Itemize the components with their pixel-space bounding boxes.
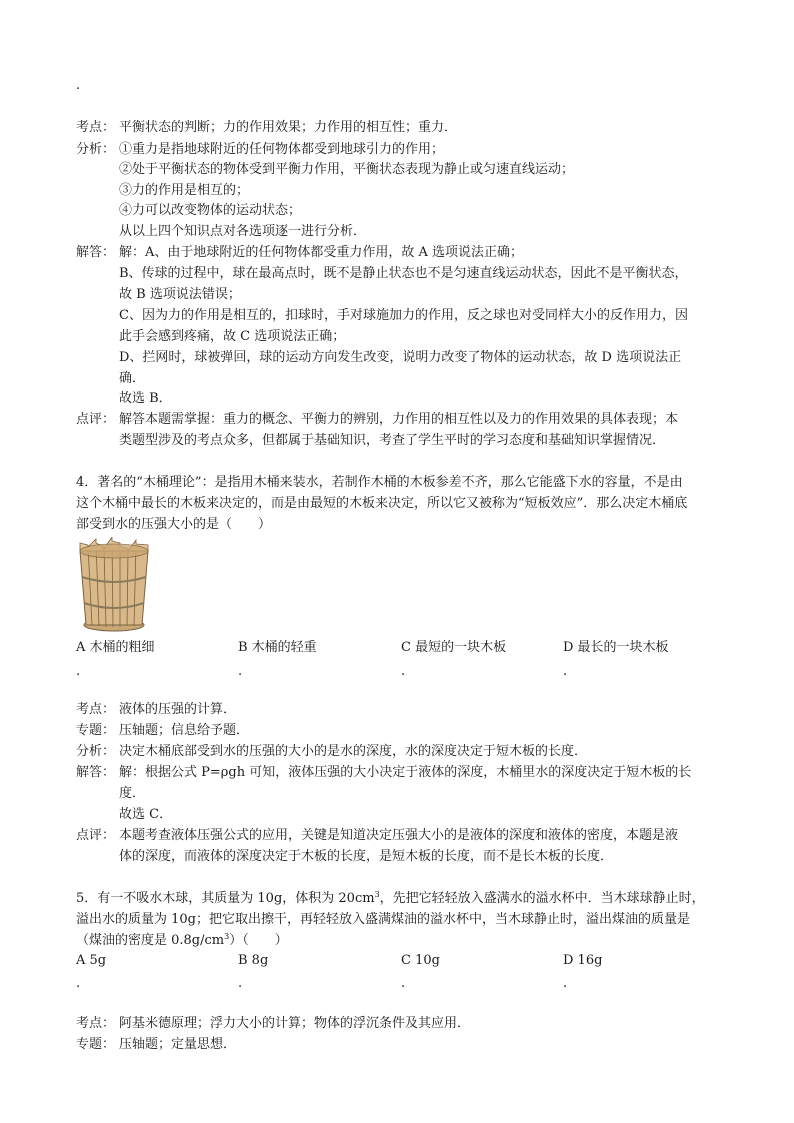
jieda-line: 故 B 选项说法错误； [119,287,241,302]
jieda-line: C、因为力的作用是相互的，扣球时，手对球施加力的作用，反之球也对受同样大小的反作用力，因 [119,308,688,323]
jieda-label: 解答： [76,765,116,780]
fenxi-line: ②处于平衡状态的物体受到平衡力作用，平衡状态表现为静止或匀速直线运动； [119,162,575,177]
fenxi-line: 从以上四个知识点对各选项逐一进行分析． [119,224,367,239]
kaodian-label: 考点： [76,120,116,135]
jieda-line: 确． [119,371,146,386]
jieda-line: 此手会感到疼痛，故 C 选项说法正确； [119,329,346,344]
option-a[interactable]: A 5g [76,953,107,968]
top-dot: . [76,78,81,93]
option-b[interactable]: B 木桶的轻重 [238,640,317,655]
fenxi-text: 决定木桶底部受到水的压强的大小的是水的深度，水的深度决定于短木板的长度． [119,744,588,759]
jieda-label: 解答： [76,245,116,260]
question-stem: （煤油的密度是 $0.8g/cm^3$）（ ） [76,932,288,948]
dianping-line: 类题型涉及的考点众多，但都属于基础知识，考查了学生平时的学习态度和基础知识掌握情况． [119,433,666,448]
option-dot: . [401,664,406,679]
option-b[interactable]: B 8g [238,953,269,968]
zhuanti-label: 专题： [76,723,116,738]
jieda-line: D、拦网时，球被弹回，球的运动方向发生改变，说明力改变了物体的运动状态，故 D 选项说法正 [119,350,682,365]
jieda-line: 解：根据公式 P=ρgh 可知，液体压强的大小决定于液体的深度，木桶里水的深度决定于短木板的长 [119,765,692,780]
option-dot: . [401,976,406,991]
option-a[interactable]: A 木桶的粗细 [76,640,155,655]
option-d[interactable]: D 最长的一块木板 [563,640,669,655]
question-stem: 4．著名的“木桶理论”：是指用木桶来装水，若制作木桶的木板参差不齐，那么它能盛下水的容量，不是由 [76,475,683,490]
option-dot: . [238,664,243,679]
dianping-line: 解答本题需掌握：重力的概念、平衡力的辨别，力作用的相互性以及力的作用效果的具体表现；本 [119,412,679,427]
zhuanti-text: 压轴题；定量思想． [119,1037,237,1052]
dianping-line: 体的深度，而液体的深度决定于木板的长度，是短木板的长度，而不是长木板的长度． [119,849,614,864]
fenxi-label: 分析： [76,744,116,759]
question-stem: 5．有一不吸水木球，其质量为 10g，体积为 $20cm^3$，先把它轻轻放入盛满水的溢水杯中．当木球球静止时， [76,890,705,906]
fenxi-line: ①重力是指地球附近的任何物体都受到地球引力的作用； [119,142,445,157]
dianping-line: 本题考查液体压强公式的应用，关键是知道决定压强大小的是液体的深度和液体的密度，本题是液 [119,828,679,843]
question-stem: 这个木桶中最长的木板来决定的，而是由最短的木板来决定，所以它又被称为“短板效应”．那么决定木桶底 [76,496,688,511]
kaodian-text: 阿基米德原理；浮力大小的计算；物体的浮沉条件及其应用． [119,1016,471,1031]
option-dot: . [563,976,568,991]
fenxi-line: ④力可以改变物体的运动状态； [119,203,302,218]
jieda-line: 故选 B． [119,391,172,406]
option-dot: . [76,664,81,679]
option-dot: . [76,976,81,991]
kaodian-text: 平衡状态的判断；力的作用效果；力作用的相互性；重力． [119,120,458,135]
zhuanti-label: 专题： [76,1037,116,1052]
jieda-line: 解：A、由于地球附近的任何物体都受重力作用，故 A 选项说法正确； [119,245,524,260]
option-c[interactable]: C 最短的一块木板 [401,640,507,655]
question-stem: 部受到水的压强大小的是（ ） [76,517,272,532]
fenxi-label: 分析： [76,142,116,157]
option-dot: . [238,976,243,991]
dianping-label: 点评： [76,412,116,427]
kaodian-text: 液体的压强的计算． [119,702,237,717]
dianping-label: 点评： [76,828,116,843]
option-c[interactable]: C 10g [401,953,440,968]
kaodian-label: 考点： [76,1016,116,1031]
kaodian-label: 考点： [76,702,116,717]
question-stem: 溢出水的质量为 10g；把它取出擦干，再轻轻放入盛满煤油的溢水杯中，当木球静止时，溢出煤油的质量是 [76,912,690,927]
option-dot: . [563,664,568,679]
fenxi-line: ③力的作用是相互的； [119,183,250,198]
jieda-line: B、传球的过程中，球在最高点时，既不是静止状态也不是匀速直线运动状态，因此不是平衡状态， [119,266,688,281]
jieda-line: 度． [119,786,146,801]
jieda-line: 故选 C． [119,807,173,822]
option-d[interactable]: D 16g [563,953,603,968]
wooden-bucket-image [76,537,152,633]
zhuanti-text: 压轴题；信息给予题． [119,723,250,738]
